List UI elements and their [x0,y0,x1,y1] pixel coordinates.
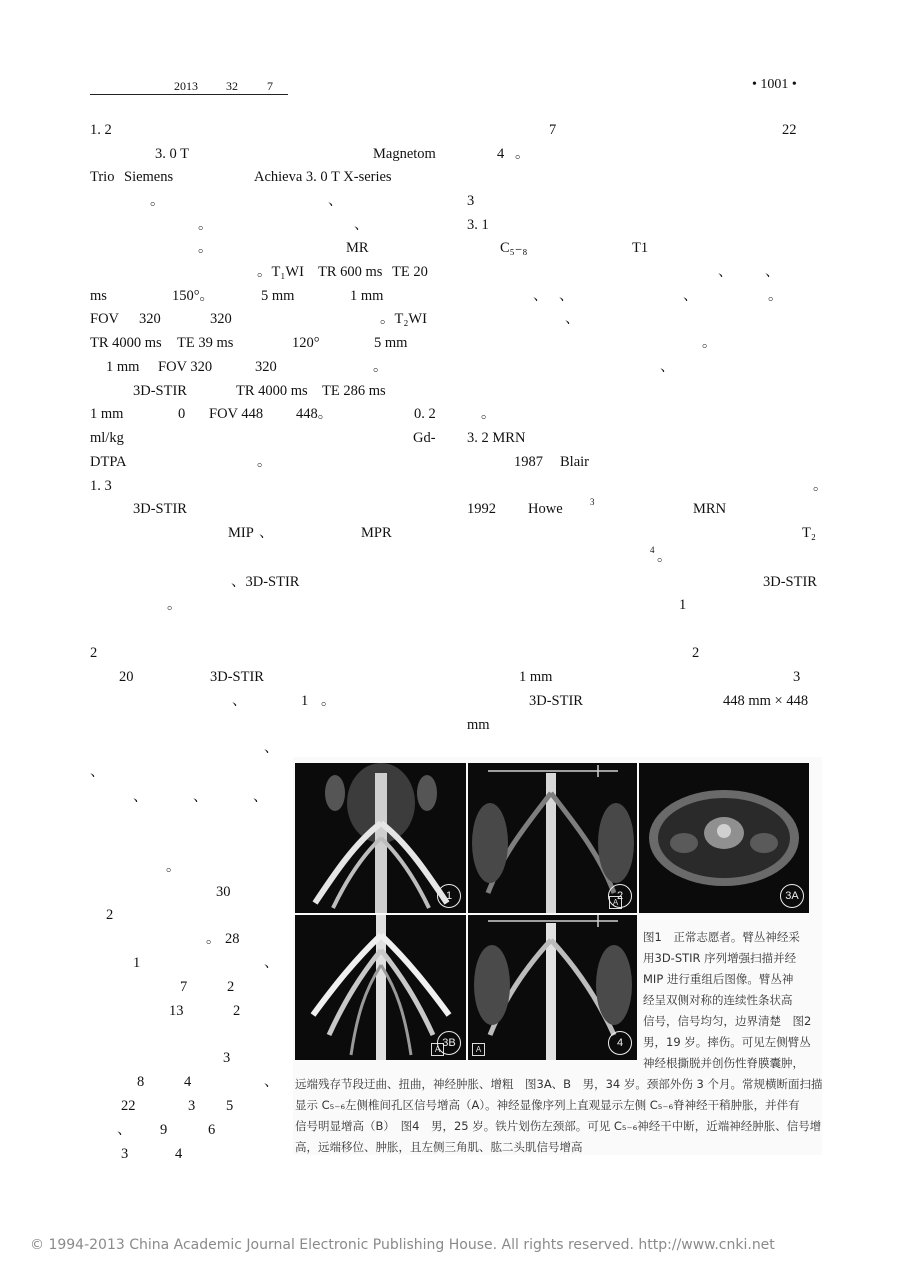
text: 320 [210,311,232,327]
panel-number-badge: 1 [437,884,461,908]
text: 120° [292,335,320,351]
text: T1 [632,240,649,256]
text: 20 [119,669,134,685]
panel-number-badge: 3B [437,1031,461,1055]
text: 13 [169,1003,184,1019]
text: TE 286 ms [322,383,386,399]
text: ms [90,288,107,304]
panel-number-badge: 2 [608,884,632,908]
text: 2 [692,645,700,661]
caption-line: 信号，信号均匀，边界清楚 图2 [643,1014,812,1028]
text: 。 [515,146,530,162]
header-issue: 7 [267,79,273,93]
text: 1 [133,955,141,971]
text: 。 [813,478,828,494]
text: 1987 [514,454,543,470]
text: 1992 [467,501,496,517]
text: Trio [90,169,115,185]
mri-panel-3a [639,763,809,913]
caption-line: MIP 进行重组后图像。臂丛神 [643,972,794,986]
text: DTPA [90,454,127,470]
citation: 4 [650,545,655,555]
text: Blair [560,454,589,470]
text: 。 [150,193,165,209]
caption-line: 男，19 岁。摔伤。可见左侧臂丛 [643,1035,811,1049]
text: 448。 [296,406,333,422]
text: 。 [321,693,336,709]
page-number: • 1001 • [752,77,797,92]
text: 3 [188,1098,196,1114]
text: 22 [782,122,797,138]
text: 、 [765,264,780,280]
mri-panel-2 [468,763,637,913]
figure [293,757,822,1155]
text: 。 [768,288,783,304]
text: ml/kg [90,430,124,446]
header-rule [90,94,288,95]
text: 320 [255,359,277,375]
section-3: 3 [467,193,475,209]
copyright-footer: © 1994-2013 China Academic Journal Electronic Publishing House. All rights reserved. http://www.cnki.net [30,1237,775,1253]
text: 5 mm [261,288,295,304]
text: 。 [206,931,221,947]
text: 6 [208,1122,216,1138]
caption-line: 经呈双侧对称的连续性条状高 [643,993,793,1007]
caption-line: 高，远端移位、肿胀，且左侧三角肌、肱二头肌信号增高 [295,1140,583,1154]
text: 、 [133,789,148,805]
section-1-3: 1. 3 [90,478,112,494]
text: 、 [718,264,733,280]
text: mm [467,717,490,733]
text: 4 [497,146,505,162]
a-label: A [431,1043,444,1056]
text: 9 [160,1122,168,1138]
text: 3. 0 T [155,146,189,162]
caption-line: 用3D-STIR 序列增强扫描并经 [643,951,797,965]
text: 2 [106,907,114,923]
text: C₅₋₈ [500,240,528,256]
text: 。 [481,406,496,422]
text: TR 4000 ms [90,335,162,351]
text: 。 [373,359,388,375]
text: 、 [559,288,574,304]
text: 3D-STIR [529,693,583,709]
text: 2 [233,1003,241,1019]
text: MR [346,240,369,256]
citation: 3 [590,497,595,507]
text: Magnetom [373,146,436,162]
text: 3D-STIR [133,383,187,399]
text: 150°。 [172,288,215,304]
caption-line: 信号明显增高（B） 图4 男，25 岁。铁片划伤左颈部。可见 C₅₋₆神经干中断，近端神经肿胀、信号增 [295,1119,822,1133]
text: 30 [216,884,231,900]
text: TE 20 [392,264,428,280]
text: FOV 448 [209,406,264,422]
text: Gd- [413,430,436,446]
text: 0. 2 [414,406,436,422]
text: 320 [139,311,161,327]
text: 。T₂WI [380,311,427,327]
text: 。 [166,859,181,875]
mri-panel-4 [468,915,637,1060]
text: 、3D-STIR [231,574,300,590]
text: 0 [178,406,186,422]
text: 。 [657,549,672,565]
text: TR 600 ms [318,264,383,280]
text: 、 [565,311,580,327]
panel-number-badge: 4 [608,1031,632,1055]
text: 3 [793,669,801,685]
panel-number-badge: 3A [780,884,804,908]
text: 。 [167,597,182,613]
text: TE 39 ms [177,335,234,351]
caption-line: 图1 正常志愿者。臂丛神经采 [643,930,800,944]
text: 3 [223,1050,231,1066]
text: TR 4000 ms [236,383,308,399]
section-2: 2 [90,645,98,661]
text: 7 [180,979,188,995]
text: FOV [90,311,120,327]
text: 448 mm × 448 [723,693,809,709]
text: 、 [259,525,274,541]
text: 3D-STIR [210,669,264,685]
text: 。 [257,454,272,470]
text: 1 [679,597,687,613]
text: 、 [328,193,343,209]
text: 、 [232,693,247,709]
text: 。 [702,335,717,351]
text: 1 mm [350,288,384,304]
text: 8 [137,1074,145,1090]
text: MIP [228,525,254,541]
text: MPR [361,525,392,541]
text: 、 [354,217,369,233]
text: 2 [227,979,235,995]
a-label: A [472,1043,485,1056]
a-label: A [609,896,622,909]
caption-line: 神经根撕脱并创伤性脊膜囊肿， [643,1056,804,1070]
text: Siemens [124,169,174,185]
text: T₂ [802,525,816,541]
mri-panel-1 [295,763,466,913]
text: 。 [198,240,213,256]
text: 4 [184,1074,192,1090]
text: MRN [693,501,727,517]
text: 、 [660,359,675,375]
header-year: 2013 [174,79,198,93]
text: 、 [264,740,279,756]
text: 。T₁WI [257,264,304,280]
mri-panel-3b [295,915,466,1060]
text: 3D-STIR [133,501,187,517]
text: 7 [549,122,557,138]
text: 、 [264,1074,279,1090]
text: 、 [683,288,698,304]
caption-line: 显示 C₅₋₆左侧椎间孔区信号增高（A）。神经显像序列上直观显示左侧 C₅₋₆脊神经干稍肿胀，并伴有 [295,1098,800,1112]
text: 1 mm [519,669,553,685]
section-3-2: 3. 2 MRN [467,430,526,446]
text: 28 [225,931,240,947]
text: 1 mm [90,406,124,422]
text: 1 mm [106,359,140,375]
text: 、 [253,789,268,805]
text: Howe [528,501,563,517]
section-1-2: 1. 2 [90,122,112,138]
text: 、 [90,764,105,780]
text: 、 [193,789,208,805]
text: FOV 320 [158,359,213,375]
text: 4 [175,1146,183,1162]
section-3-1: 3. 1 [467,217,489,233]
text: 22 [121,1098,136,1114]
caption-line: 远端残存节段迂曲、扭曲，神经肿胀、增粗 图3A、B 男，34 岁。颈部外伤 3 个月。常规横断面扫描 [295,1077,823,1091]
text: Achieva 3. 0 T X-series [254,169,392,185]
text: 3D-STIR [763,574,817,590]
text: 、 [264,955,279,971]
text: 、 [533,288,548,304]
text: 。 [198,217,213,233]
text: 3 [121,1146,129,1162]
text: 1 [301,693,309,709]
header-volume: 32 [226,79,238,93]
text: 5 mm [374,335,408,351]
text: 5 [226,1098,234,1114]
text: 、 [117,1122,132,1138]
